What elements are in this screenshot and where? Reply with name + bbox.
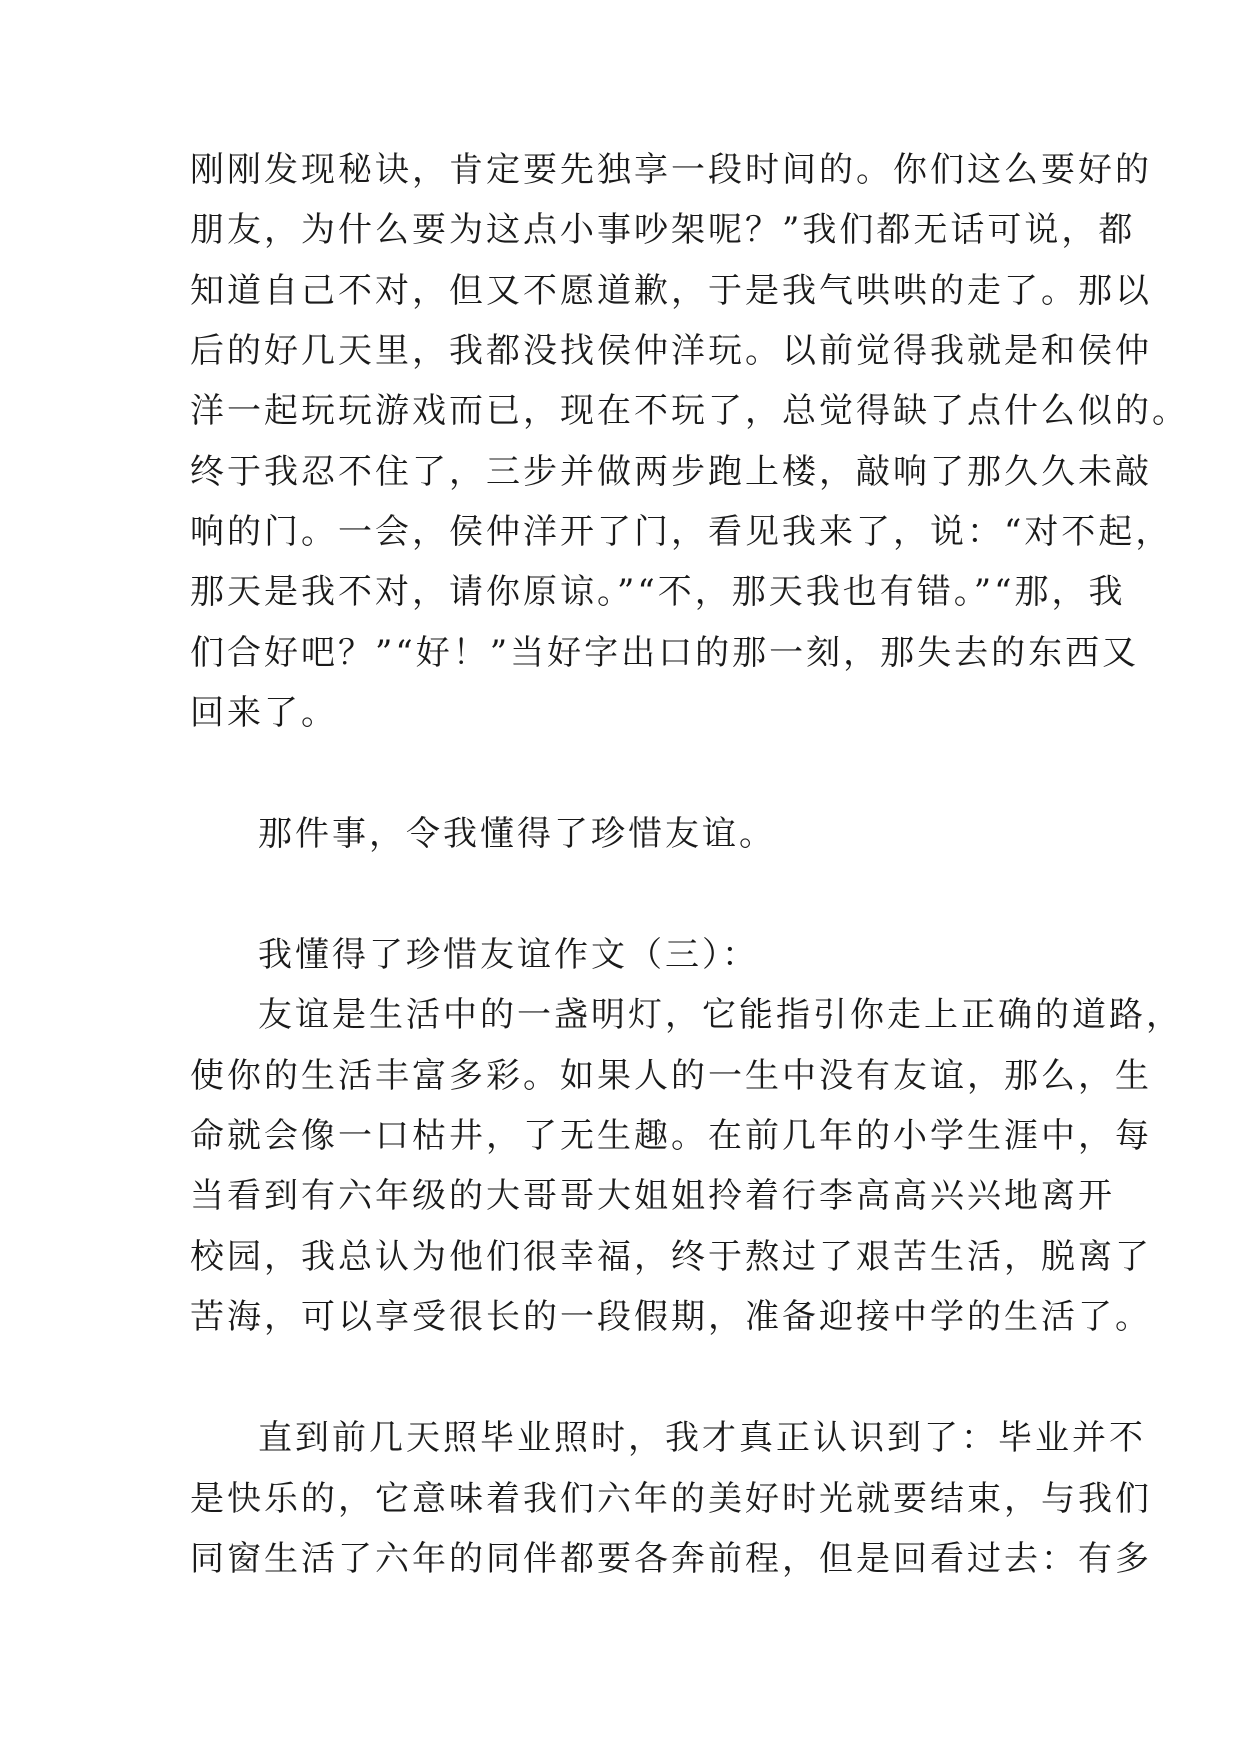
text-line: 朋友，为什么要为这点小事吵架呢？”我们都无话可说，都 xyxy=(190,210,1136,250)
text-line: 后的好几天里，我都没找侯仲洋玩。以前觉得我就是和侯仲 xyxy=(190,331,1152,371)
text-line: 友谊是生活中的一盏明灯，它能指引你走上正确的道路， xyxy=(258,995,1183,1035)
text-line: 同窗生活了六年的同伴都要各奔前程，但是回看过去：有多 xyxy=(190,1539,1152,1579)
text-line: 命就会像一口枯井，了无生趣。在前几年的小学生涯中，每 xyxy=(190,1116,1152,1156)
text-line: 刚刚发现秘诀，肯定要先独享一段时间的。你们这么要好的 xyxy=(190,150,1152,190)
text-line: 使你的生活丰富多彩。如果人的一生中没有友谊，那么，生 xyxy=(190,1056,1152,1096)
text-line: 知道自己不对，但又不愿道歉，于是我气哄哄的走了。那以 xyxy=(190,271,1152,311)
text-line: 那天是我不对，请你原谅。”“不，那天我也有错。”“那，我 xyxy=(190,572,1126,612)
section-heading: 我懂得了珍惜友谊作文（三）： xyxy=(258,935,759,975)
text-line: 回来了。 xyxy=(190,693,338,733)
text-line: 终于我忍不住了，三步并做两步跑上楼，敲响了那久久未敲 xyxy=(190,452,1152,492)
text-line: 苦海，可以享受很长的一段假期，准备迎接中学的生活了。 xyxy=(190,1297,1152,1337)
paragraph-line: 那件事，令我懂得了珍惜友谊。 xyxy=(258,814,776,854)
text-line: 洋一起玩玩游戏而已，现在不玩了，总觉得缺了点什么似的。 xyxy=(190,391,1189,431)
text-line: 是快乐的，它意味着我们六年的美好时光就要结束，与我们 xyxy=(190,1479,1152,1519)
text-line: 校园，我总认为他们很幸福，终于熬过了艰苦生活，脱离了 xyxy=(190,1237,1152,1277)
text-line: 直到前几天照毕业照时，我才真正认识到了：毕业并不 xyxy=(258,1418,1146,1458)
text-line: 响的门。一会，侯仲洋开了门，看见我来了，说：“对不起， xyxy=(190,512,1173,552)
text-line: 们合好吧？”“好！”当好字出口的那一刻，那失去的东西又 xyxy=(190,633,1140,673)
text-line: 当看到有六年级的大哥哥大姐姐拎着行李高高兴兴地离开 xyxy=(190,1176,1115,1216)
